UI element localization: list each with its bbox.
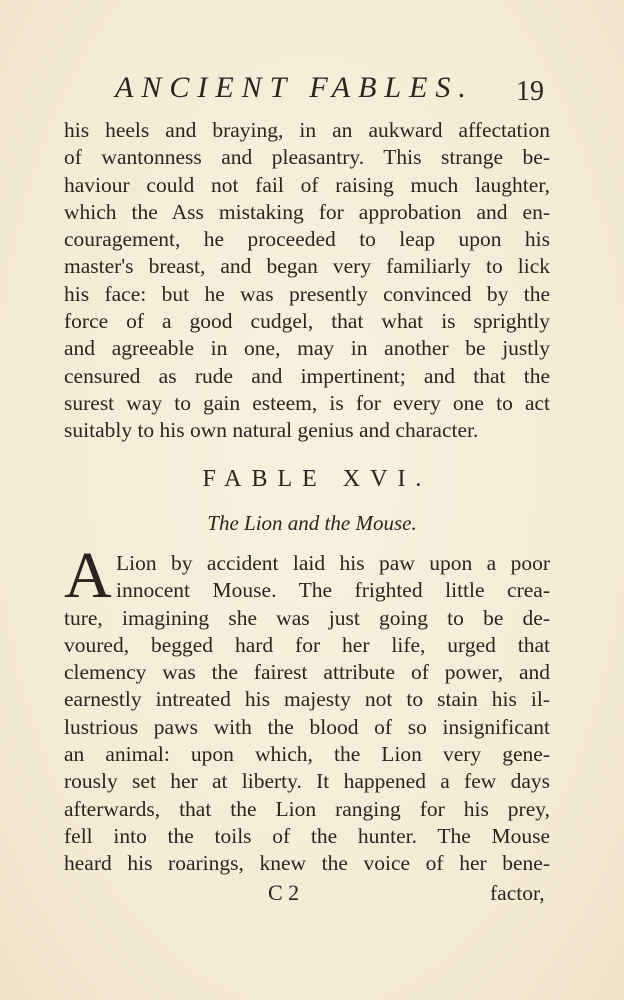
text-line: voured, begged hard for her life, urged that (64, 632, 550, 657)
text-line: master's breast, and began very familiarly to lick (64, 254, 550, 279)
text-line: an animal: upon which, the Lion very gene- (64, 742, 550, 767)
text-line: haviour could not fail of raising much laughter, (64, 172, 550, 197)
page-header (0, 68, 624, 108)
text-line: rously set her at liberty. It happened a few days (64, 769, 550, 794)
text-line: ture, imagining she was just going to be de- (64, 605, 550, 630)
text-line: and agreeable in one, may in another be justly (64, 336, 550, 361)
text-line: which the Ass mistaking for approbation and en- (64, 199, 550, 224)
continuation-paragraph (64, 117, 550, 445)
text-line: clemency was the fairest attribute of power, and (64, 660, 550, 685)
fable-subtitle: The Lion and the Mouse. (207, 511, 417, 535)
text-line: of wantonness and pleasantry. This strange be- (64, 145, 550, 170)
text-line: fell into the toils of the hunter. The Mouse (64, 823, 550, 848)
catchword: factor, (490, 881, 545, 905)
text-line: his face: but he was presently convinced by the (64, 281, 550, 306)
signature-mark: C 2 (268, 880, 300, 905)
text-line: afterwards, that the Lion ranging for his prey, (64, 796, 550, 821)
fable-heading: FABLE XVI. (202, 466, 432, 492)
text-line: Lion by accident laid his paw upon a poor (116, 551, 550, 575)
page-footer (0, 878, 624, 908)
text-line: innocent Mouse. The frighted little crea- (116, 578, 550, 603)
text-line: force of a good cudgel, that what is sprightly (64, 309, 550, 334)
text-line: lustrious paws with the blood of so insignificant (64, 714, 550, 739)
page-number: 19 (516, 76, 544, 107)
text-line: earnestly intreated his majesty not to stain his il- (64, 687, 550, 712)
drop-cap: A (64, 539, 112, 612)
fable-paragraph (64, 550, 550, 878)
text-line: suitably to his own natural genius and character. (64, 418, 479, 443)
text-line: surest way to gain esteem, is for every one to act (64, 390, 550, 415)
text-line: censured as rude and impertinent; and that the (64, 363, 550, 388)
text-line: heard his roarings, knew the voice of her bene- (64, 851, 550, 876)
running-title: ANCIENT FABLES. (115, 71, 474, 104)
text-line: couragement, he proceeded to leap upon his (64, 227, 550, 252)
text-line: his heels and braying, in an aukward affectation (64, 118, 550, 142)
